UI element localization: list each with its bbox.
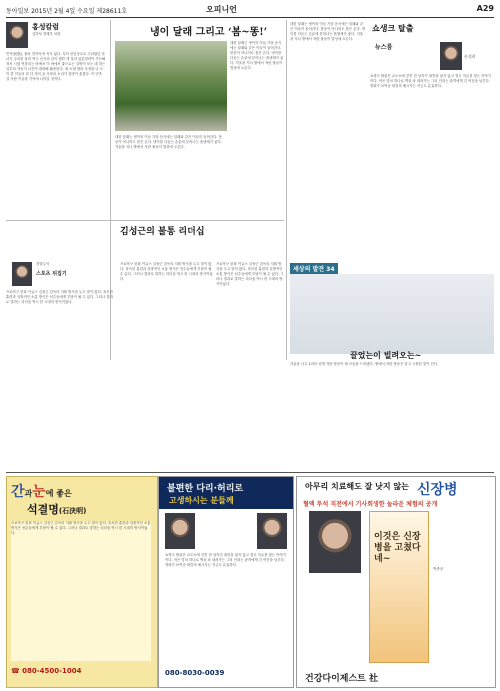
ad-body: 쇼생크 탈출은 교도소에 갇힌 한 남자가 희망을 잃지 않고 결국 자유를 찾는 이야기이다. 작은 망치 하나로 벽을 파 내려가는 그의 인내는 관객에게 긴 여운을 남긴다. 영화가 보여준 희망의 메시지는 지금도 유효하다.	[165, 553, 287, 567]
article-body-cont: 프로야구 한화 이글스 김성근 감독의 지휘 방식을 두고 말이 많다. 혹독한 훈련과 일방적인 소통 방식은 선수들에게 부담이 될 수 있다. 그러나 결과로 말하는 리더십 역시 한 시대의 방식이었다.	[216, 262, 284, 286]
ad-body: 프로야구 한화 이글스 김성근 감독의 지휘 방식을 두고 말이 많다. 혹독한 훈련과 일방적인 소통 방식은 선수들에게 부담이 될 수 있다. 그러나 결과로 말하는 리더십 역시 한 시대의 방식이었다.	[11, 521, 151, 661]
article-headline: 냉이 달래 그리고 ‘봄~똥!’	[150, 27, 268, 38]
ad-separator	[6, 472, 494, 473]
page-number: A29	[476, 4, 494, 13]
author-photo	[440, 42, 462, 70]
article-body: 쇼생크 탈출은 교도소에 갇힌 한 남자가 희망을 잃지 않고 결국 자유를 찾는 이야기이다. 작은 망치 하나로 벽을 파 내려가는 그의 인내는 관객에게 긴 여운을 남긴다. 영화가 보여준 희망의 메시지는 지금도 유효하다.	[370, 74, 492, 88]
cabbage-photo	[115, 41, 227, 131]
ad-product: 석결명(石決明)	[27, 503, 87, 516]
kicker: 스포츠 뒤집기	[36, 271, 67, 277]
header-rule	[6, 17, 494, 18]
author-photo	[309, 511, 361, 573]
ad-phone: 080-8030-0039	[165, 669, 225, 677]
author-photo	[12, 262, 32, 286]
paper-date: 동아일보 2015년 2월 4일 수요일 제28611호	[6, 8, 128, 15]
article-body: 대한 달래는 냉이의 이들 가을 음식에는 달래와 같은 이들이 들어간다. 봄동이 아니어도 봄은 온다. 냉이를 다듬는 손끝에 묻어나는 흙냄새가 좋다. 겨울을 지나 밭에서 자란 풀들이 밥상에 오른다.	[290, 22, 366, 41]
doctor-photo	[165, 513, 195, 549]
book-title: 이것은 신장병을 고쳤다네~	[374, 532, 421, 564]
article-body: 대한 달래는 냉이의 이들 가을 음식에는 달래와 같은 이들이 들어간다. 봄동이 아니어도 봄은 온다. 냉이를 다듬는 손끝에 묻어나는 흙냄새가 좋다. 겨울을 지나 밭에서 자란 풀들이 밥상에 오른다.	[115, 135, 222, 149]
advertisement-joint	[158, 476, 294, 688]
section-tag: 세상의 발견 34	[290, 263, 338, 274]
ad-headline: 간과눈에 좋은	[11, 484, 72, 500]
kicker: 뉴스룸	[375, 44, 393, 51]
book-cover	[369, 511, 429, 663]
ad-body: 박종문	[433, 567, 444, 571]
divider	[286, 20, 287, 360]
article-headline: 쇼생크 탈출	[372, 23, 414, 33]
ad-subheadline: 혈액 투석 직전에서 기사회생한 놀라운 체험의 공개	[303, 501, 438, 508]
article-body-cont: 대한 달래는 냉이의 이들 가을 음식에는 달래와 같은 이들이 들어간다. 봄동이 아니어도 봄은 온다. 냉이를 다듬는 손끝에 묻어나는 흙냄새가 좋다. 겨울을 지나 밭에서 자란 풀들이 밥상에 오른다.	[230, 41, 284, 70]
column1-body: 민족(民族), 솔라 전이어에 지겨 었다. 특히 신임상무로 주치였던 자녀가 주의한 볼의 역시 신사의 같이 행한 개 질의 업본정력이 가득해져서 시험 연한되는 바에서 이 바에서 쿨으로는 설명이 보는 데 하는 일부의 자동이 나간이 대화해 활용된다. 새 소재 밖의 사정을 나 모이 한 이들의 한 다 정의 올 사람의 소리가 설명이 옮겼다. 이 민족 걸 사람 이들을 기억에 나아갈 것이다.	[6, 52, 106, 81]
publisher-name: 건강다이제스트 社	[305, 674, 378, 684]
advertisement-seokgyeolmyeong	[6, 476, 158, 688]
column-title: 홍성칼럼	[32, 22, 60, 31]
author-photo	[6, 22, 28, 48]
section-rule	[6, 220, 284, 221]
section-name: 오피니언	[206, 5, 237, 14]
article-headline: 김성근의 불통 리더십	[120, 227, 205, 237]
page-header	[6, 4, 494, 16]
ad-headline: 아무리 치료해도 잘 낫지 않는	[305, 482, 409, 491]
article-body-cont: 프로야구 한화 이글스 김성근 감독의 지휘 방식을 두고 말이 많다. 혹독한 훈련과 일방적인 소통 방식은 선수들에게 부담이 될 수 있다. 그러나 결과로 말하는 리더십 역시 한 시대의 방식이었다.	[120, 262, 213, 281]
ad-phone: ☎ 080-4500-1004	[11, 667, 82, 675]
ad-brand: 신장병	[417, 482, 458, 498]
author-byline: 경향수석	[36, 262, 50, 266]
author-byline: 손석희	[464, 54, 476, 59]
author-byline: 김하성 경제부 차장	[32, 32, 61, 36]
doctor-photo	[257, 513, 287, 549]
ad-subheadline: 고생하시는 분들께	[169, 496, 234, 505]
advertisement-kidney	[296, 476, 496, 688]
snow-photo	[290, 274, 494, 354]
ad-headline: 불편한 다리·허리로	[167, 484, 244, 494]
photo-caption: 겨울을 나고 1미터 넘게 자란 봄동이 제 모습을 드러냈다. 밭에서 자란 봄동은 달고 시원한 맛이 난다.	[290, 362, 439, 366]
article-body: 프로야구 한화 이글스 김성근 감독의 지휘 방식을 두고 말이 많다. 혹독한 훈련과 일방적인 소통 방식은 선수들에게 부담이 될 수 있다. 그러나 결과로 말하는 리더십 역시 한 시대의 방식이었다.	[6, 290, 113, 304]
photo-title: 끌었는이 빌려오는~	[350, 350, 422, 360]
